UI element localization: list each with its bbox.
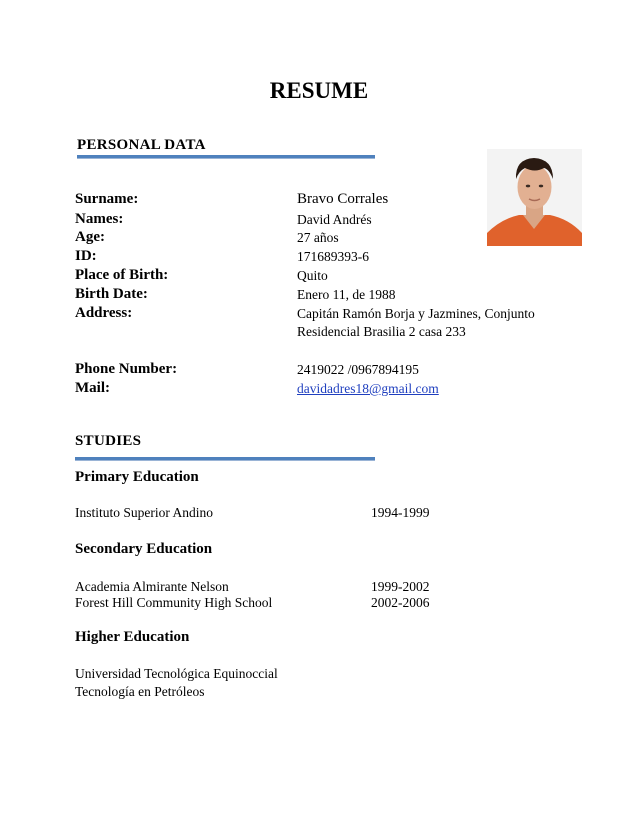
profile-photo <box>487 149 582 246</box>
primary-education-heading: Primary Education <box>75 469 199 485</box>
personal-data-divider <box>77 155 375 158</box>
page-title: RESUME <box>269 78 369 103</box>
higher-education-line-2: Tecnología en Petróleos <box>75 684 205 699</box>
birth-date-label: Birth Date: <box>75 286 148 302</box>
personal-data-heading: PERSONAL DATA <box>77 137 206 153</box>
phone-value: 2419022 /0967894195 <box>297 362 419 377</box>
age-value: 27 años <box>297 230 339 245</box>
primary-school: Instituto Superior Andino <box>75 505 213 520</box>
age-label: Age: <box>75 229 105 245</box>
surname-label: Surname: <box>75 191 139 207</box>
higher-education-line-1: Universidad Tecnológica Equinoccial <box>75 666 278 681</box>
address-value-line2: Residencial Brasilia 2 casa 233 <box>297 324 466 339</box>
address-value-line1: Capitán Ramón Borja y Jazmines, Conjunto <box>297 306 535 321</box>
names-value: David Andrés <box>297 212 372 227</box>
place-of-birth-label: Place of Birth: <box>75 267 169 283</box>
mail-link[interactable]: davidadres18@gmail.com <box>297 381 439 396</box>
secondary-years-1: 1999-2002 <box>371 579 430 594</box>
names-label: Names: <box>75 211 124 227</box>
higher-education-heading: Higher Education <box>75 629 190 645</box>
id-value: 171689393-6 <box>297 249 369 264</box>
id-label: ID: <box>75 248 97 264</box>
address-label: Address: <box>75 305 133 321</box>
secondary-school-1: Academia Almirante Nelson <box>75 579 229 594</box>
phone-label: Phone Number: <box>75 361 178 377</box>
surname-value: Bravo Corrales <box>297 191 389 207</box>
primary-years: 1994-1999 <box>371 505 430 520</box>
secondary-school-2: Forest Hill Community High School <box>75 595 273 610</box>
secondary-education-heading: Secondary Education <box>75 541 213 557</box>
studies-divider <box>75 457 375 460</box>
secondary-years-2: 2002-2006 <box>371 595 430 610</box>
place-of-birth-value: Quito <box>297 268 328 283</box>
birth-date-value: Enero 11, de 1988 <box>297 287 396 302</box>
mail-label: Mail: <box>75 380 110 396</box>
studies-heading: STUDIES <box>75 433 142 449</box>
